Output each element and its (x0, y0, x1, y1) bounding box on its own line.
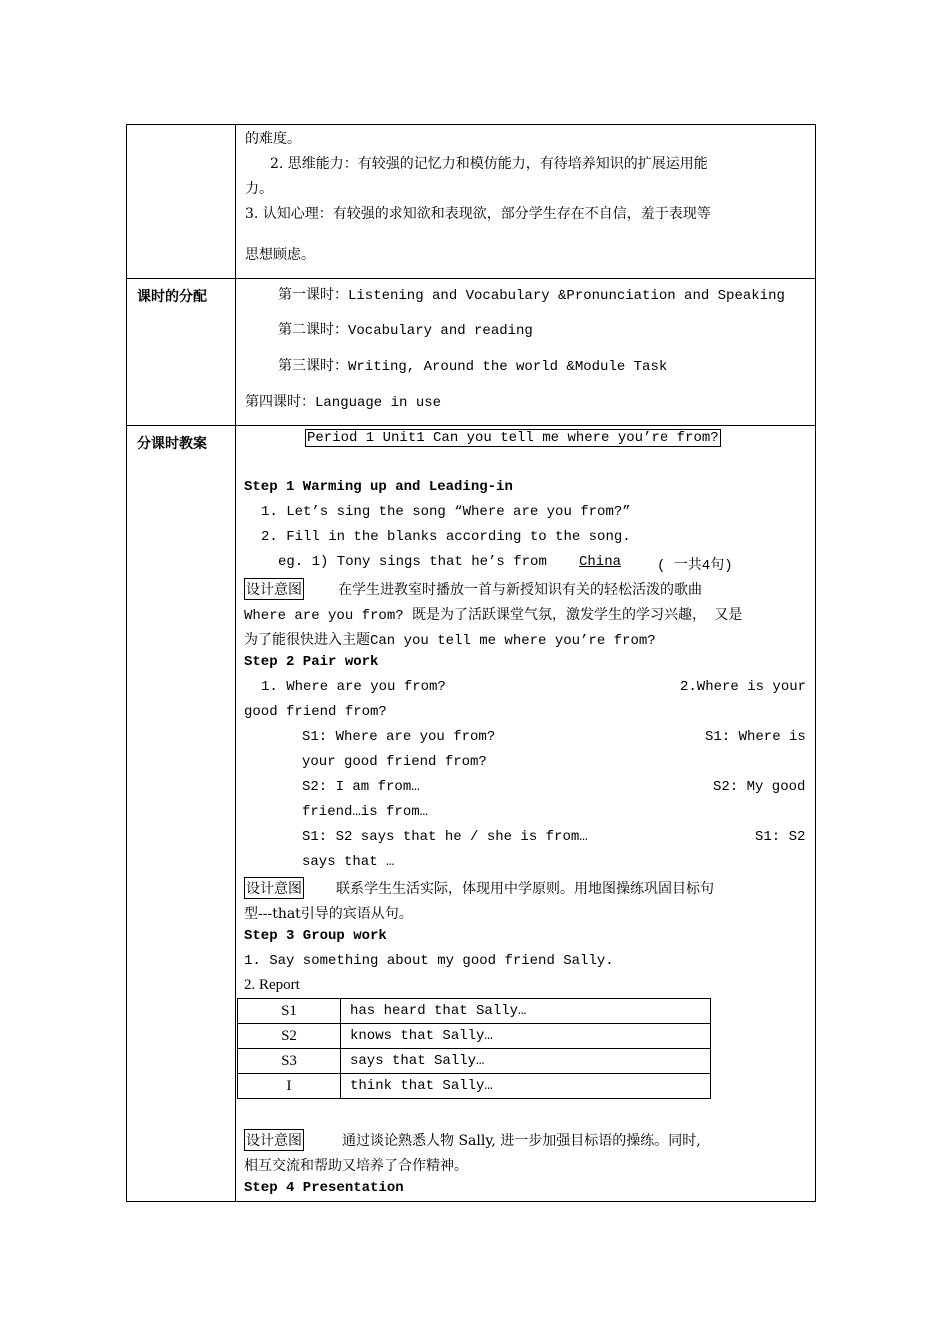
report-row (238, 1074, 711, 1099)
report-subject: I (238, 1074, 341, 1099)
analysis-line-3: 力。 (245, 181, 273, 197)
analysis-line-1: 的难度。 (245, 131, 301, 147)
report-row (238, 1024, 711, 1049)
step1-example-answer: China (579, 554, 622, 570)
period-title: Period 1 Unit1 Can you tell me where you’re from? (307, 430, 719, 446)
step3-heading: Step 3 Group work (244, 928, 387, 944)
report-text: has heard that Sally… (341, 999, 711, 1024)
period-4-line: 第四课时：Language in use (245, 395, 442, 411)
step4-heading: Step 4 Presentation (244, 1180, 404, 1196)
design-intent-1-line-1: 在学生进教室时播放一首与新授知识有关的轻松活泼的歌曲 (338, 582, 702, 598)
row-label-period-allocation: 课时的分配 (137, 289, 207, 305)
step3-item-2: 2. Report (244, 977, 300, 993)
report-subject: S2 (238, 1024, 341, 1049)
step1-item-1: 1. Let’s sing the song “Where are you from?” (261, 504, 631, 520)
design-intent-1-line-3: 为了能很快进入主题Can you tell me where you’re from? (244, 633, 656, 649)
dialogue-2b-cont: friend…is from… (302, 804, 429, 820)
step2-question-1: 1. Where are you from? (261, 679, 446, 695)
dialogue-3a: S1: S2 says that he / she is from… (302, 829, 588, 845)
dialogue-1b-cont: your good friend from? (302, 754, 487, 770)
analysis-line-4: 3. 认知心理：有较强的求知欲和表现欲，部分学生存在不自信，羞于表现等 (245, 206, 711, 222)
step2-heading: Step 2 Pair work (244, 654, 379, 670)
report-text: think that Sally… (341, 1074, 711, 1099)
report-subject: S1 (238, 999, 341, 1024)
design-intent-tag-1: 设计意图 (244, 578, 304, 600)
design-intent-2-line-2: 型---that引导的宾语从句。 (244, 906, 413, 922)
learner-analysis-cell (236, 125, 816, 279)
step1-heading: Step 1 Warming up and Leading-in (244, 479, 513, 495)
report-row (238, 999, 711, 1024)
report-row (238, 1049, 711, 1074)
dialogue-1b: S1: Where is (705, 729, 806, 745)
dialogue-2b: S2: My good (713, 779, 806, 795)
row-label-cell (127, 279, 236, 426)
step2-question-2-cont: good friend from? (244, 704, 387, 720)
step3-item-1: 1. Say something about my good friend Sally. (244, 953, 614, 969)
report-table (237, 998, 711, 1099)
dialogue-3b-cont: says that … (302, 854, 395, 870)
dialogue-3b: S1: S2 (755, 829, 806, 845)
row-label-empty (127, 125, 236, 279)
step1-item-2: 2. Fill in the blanks according to the song. (261, 529, 631, 545)
design-intent-3-line-1: 通过谈论熟悉人物 Sally, 进一步加强目标语的操练。同时, (342, 1133, 701, 1149)
step1-example: eg. 1) Tony sings that he’s from (278, 554, 547, 570)
period-1-line: 第一课时：Listening and Vocabulary &Pronunciation and Speaking (278, 288, 785, 304)
step1-example-note: ( 一共4句) (657, 558, 733, 574)
design-intent-1-line-2: Where are you from? 既是为了活跃课堂气氛，激发学生的学习兴趣， 又是 (244, 608, 743, 624)
design-intent-tag-2: 设计意图 (244, 877, 304, 899)
analysis-line-5: 思想顾虑。 (245, 247, 315, 263)
design-intent-tag-3: 设计意图 (244, 1129, 304, 1151)
period-2-line: 第二课时：Vocabulary and reading (278, 323, 533, 339)
report-subject: S3 (238, 1049, 341, 1074)
period-3-line: 第三课时：Writing, Around the world &Module Task (278, 359, 668, 375)
table-row-learner-analysis (127, 125, 816, 279)
report-text: says that Sally… (341, 1049, 711, 1074)
row-label-cell (127, 426, 236, 1202)
design-intent-3-line-2: 相互交流和帮助又培养了合作精神。 (244, 1158, 468, 1174)
step2-question-2: 2.Where is your (680, 679, 807, 695)
analysis-line-2: 2. 思维能力：有较强的记忆力和模仿能力，有待培养知识的扩展运用能 (270, 156, 708, 172)
dialogue-1a: S1: Where are you from? (302, 729, 496, 745)
design-intent-2-line-1: 联系学生生活实际，体现用中学原则。用地图操练巩固目标句 (336, 881, 714, 897)
row-label-lesson-plan: 分课时教案 (137, 436, 207, 452)
dialogue-2a: S2: I am from… (302, 779, 420, 795)
report-text: knows that Sally… (341, 1024, 711, 1049)
